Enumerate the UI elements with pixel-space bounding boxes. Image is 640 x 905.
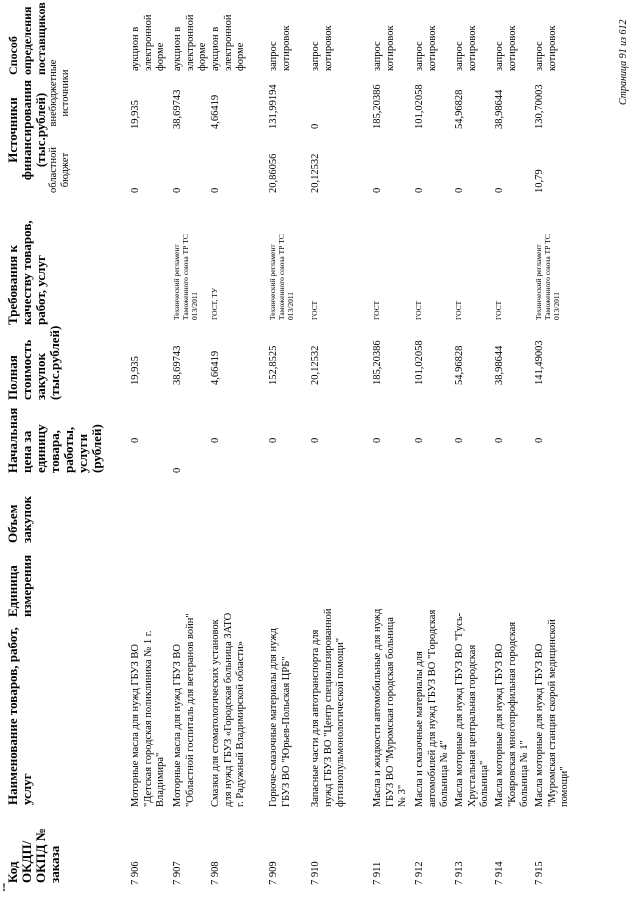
row-name: Моторные масла для нужд ГБУЗ ВО "Детская городская поликлиника № 1 г. Владимира": [130, 630, 166, 807]
row-req: ГОСТ: [454, 300, 463, 320]
row-method: запрос котировок: [534, 25, 558, 71]
header-full-cost: Полная стоимость закупок (тыс.рублей): [5, 325, 62, 400]
row-regional: 20,12532: [310, 153, 321, 193]
row-regional: 0: [210, 187, 221, 193]
row-regional: 0: [414, 187, 425, 193]
header-funding: Источники финансирования (тыс.рублей): [5, 79, 48, 181]
row-method: запрос котировок: [372, 25, 396, 71]
row-full: 38,69743: [172, 345, 183, 385]
row-name: Масла и смазочные материалы для автомобилей для нужд ГБУЗ ВО "Городская больница № 4": [414, 609, 450, 807]
row-code: 7 912: [414, 861, 425, 885]
header-code: Код ОКДП/ ОКПД № заказа: [5, 828, 62, 883]
row-method: запрос котировок: [494, 25, 518, 71]
row-extra: 4,66419: [210, 94, 221, 129]
row-price: 0: [130, 437, 141, 443]
row-full: 54,96828: [454, 345, 465, 385]
header-funding-regional: областной бюджет: [48, 147, 71, 193]
row-regional: 0: [172, 187, 183, 193]
row-name: Смазки для стоматологических установок для нужд ГБУЗ «Городская больница ЗАТО г. Радужный Владимирской области»: [210, 612, 246, 807]
row-req: ГОСТ: [310, 300, 319, 320]
page-footer: Страница 91 из 612: [618, 19, 629, 105]
row-price: 0: [414, 437, 425, 443]
row-req: Технический регламент Таможенного союза ТР ТС 013/2011: [268, 234, 295, 320]
row-price: 0: [310, 437, 321, 443]
row-extra: 185,20386: [372, 84, 383, 129]
row-method: запрос котировок: [268, 25, 292, 71]
row-code: 7 915: [534, 861, 545, 885]
row-extra: 131,99194: [268, 84, 279, 129]
row-req: ГОСТ: [494, 300, 503, 320]
row-extra: 54,96828: [454, 89, 465, 129]
row-req: ГОСТ: [372, 300, 381, 320]
row-full: 101,02058: [414, 340, 425, 385]
row-code: 7 910: [310, 861, 321, 885]
row-price: 0: [494, 437, 505, 443]
header-funding-extra: внебюджетные источники: [48, 59, 71, 127]
row-req: ГОСТ, ТУ: [210, 287, 219, 320]
row-code: 7 911: [372, 861, 383, 885]
header-method: Способ определения поставщиков: [6, 2, 48, 75]
row-name: Горюче-смазочные материалы для нужд ГБУЗ ВО "Юрьев-Польская ЦРБ": [268, 628, 292, 807]
row-extra: 38,98644: [494, 89, 505, 129]
row-req: ГОСТ: [414, 300, 423, 320]
header-unit: Единица измерения: [5, 554, 34, 617]
row-code: 7 908: [210, 861, 221, 885]
row-method: запрос котировок: [310, 25, 334, 71]
header-volume: Объем закупок: [5, 495, 34, 543]
row-req: Технический регламент Таможенного союза ТР ТС 013/2011: [172, 234, 199, 320]
row-regional: 0: [454, 187, 465, 193]
row-method: аукцион в электронной форме: [210, 14, 246, 71]
row-extra: 130,70003: [534, 84, 545, 129]
row-full: 141,49003: [534, 340, 545, 385]
row-code: 7 909: [268, 861, 279, 885]
row-full: 19,935: [130, 356, 141, 385]
row-regional: 0: [130, 187, 141, 193]
row-method: запрос котировок: [454, 25, 478, 71]
row-price: 0: [172, 467, 183, 473]
row-price: 0: [534, 437, 545, 443]
header-requirements: Требования к качеству товаров, работ, услуг: [5, 220, 48, 325]
row-extra: 38,69743: [172, 89, 183, 129]
row-name: Масла моторные для нужд ГБУЗ ВО "Гусь-Хрустальная центральная городская больница": [454, 612, 490, 807]
row-full: 4,66419: [210, 350, 221, 385]
row-regional: 10,79: [534, 169, 545, 193]
row-code: 7 913: [454, 861, 465, 885]
row-code: 7 907: [172, 861, 183, 885]
row-price: 0: [372, 437, 383, 443]
row-name: Масла и жидкости автомобильные для нужд ГБУЗ ВО "Муромская городская больница № 3": [372, 608, 408, 807]
margin-mark: !: [2, 880, 6, 894]
row-full: 152,8525: [268, 345, 279, 385]
row-price: 0: [210, 437, 221, 443]
row-extra: 19,935: [130, 100, 141, 129]
row-name: Масла моторные для нужд ГБУЗ ВО "Ковровская многопрофильная городская больница № 1": [494, 621, 530, 807]
row-price: 0: [454, 437, 465, 443]
row-method: аукцион в электронной форме: [172, 14, 208, 71]
row-method: запрос котировок: [414, 25, 438, 71]
row-method: аукцион в электронной форме: [130, 14, 166, 71]
row-full: 20,12532: [310, 345, 321, 385]
row-code: 7 914: [494, 861, 505, 885]
row-full: 38,98644: [494, 345, 505, 385]
header-start-price: Начальная цена за единицу товара, работы, услуги (рублей): [5, 407, 104, 473]
row-name: Запасные части для автотранспорта для нужд ГБУЗ ВО "Центр специализированной фтизиопульмонологической помощи": [310, 608, 346, 807]
row-full: 185,20386: [372, 340, 383, 385]
row-extra: 0: [310, 123, 321, 129]
row-code: 7 906: [130, 861, 141, 885]
row-name: Моторные масла для нужд ГБУЗ ВО "Областной госпиталь для ветеранов войн": [172, 613, 196, 807]
row-price: 0: [268, 437, 279, 443]
row-req: Технический регламент Таможенного союза ТР ТС 013/2011: [534, 234, 561, 320]
row-regional: 20,86056: [268, 153, 279, 193]
row-regional: 0: [372, 187, 383, 193]
row-regional: 0: [494, 187, 505, 193]
row-name: Масла моторные для нужд ГБУЗ ВО "Муромская станция скорой медицинской помощи": [534, 619, 570, 807]
row-extra: 101,02058: [414, 84, 425, 129]
header-name: Наименование товаров, работ, услуг: [5, 627, 34, 805]
